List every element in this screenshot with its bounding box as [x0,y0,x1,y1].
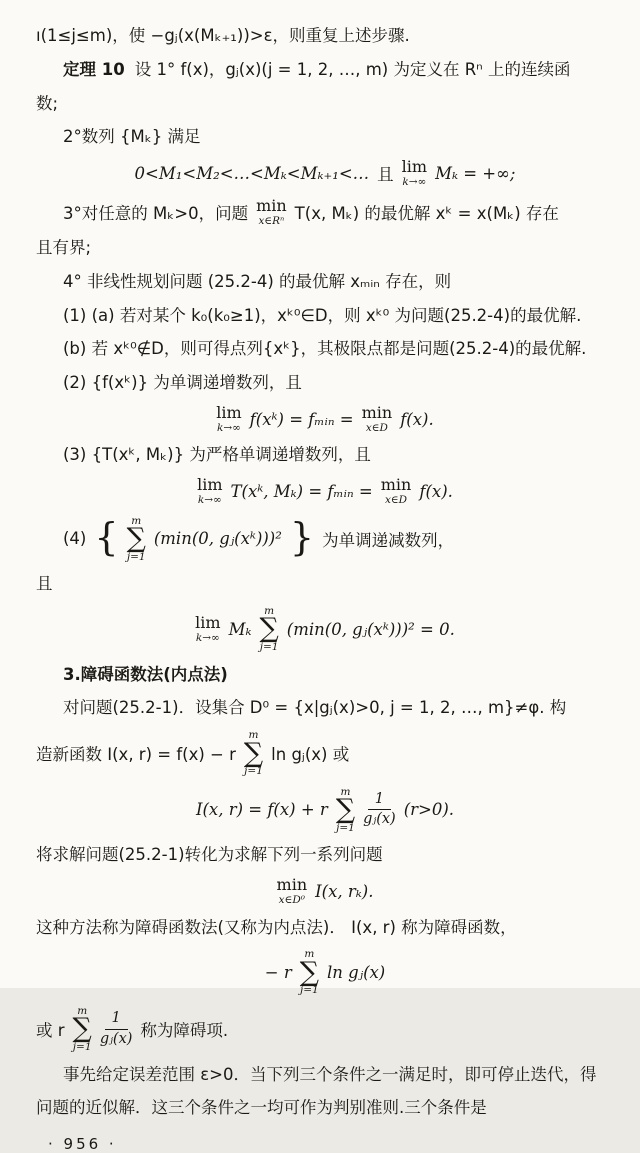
min-subscript: x∈Rⁿ [258,214,285,227]
min-barrier-objective: I(x, rₖ). [315,881,374,901]
lim-glyph: lim [195,612,221,632]
sum-upper-limit: m [340,785,351,798]
lim-subscript: k→∞ [216,421,241,434]
sigma-glyph: ∑ [335,794,356,826]
formula-min-barrier [36,877,614,906]
item-2-line: (2) {f(xᵏ)} 为单调递增数列，且 [63,373,302,392]
barrier-term-post: 称为障碍项. [140,1021,229,1041]
sigma-glyph: ∑ [72,1013,92,1045]
reciprocal-fraction [363,791,396,829]
min-operator [256,195,287,227]
item-1a-line: (1) (a) 若对某个 k₀(k₀≥1)，xᵏ⁰∈D，则 xᵏ⁰ 为问题(25.2-4)的最优解. [63,305,582,325]
conjunction-text: 且 [377,165,394,185]
lim-subscript: k→∞ [195,631,220,644]
lim-operator [216,402,242,434]
summation-operator [73,1006,92,1053]
condition-4-line: 4° 非线性规划问题 (25.2-4) 的最优解 xₘᵢₙ 存在，则 [63,271,452,291]
min-glyph: min [256,195,287,215]
summation-operator [300,949,319,996]
bounded-line: 且有界; [36,238,92,257]
formula-lim-penalty [36,606,614,653]
page-number: · 956 · [48,1135,117,1153]
formula-lim-T [36,477,614,506]
criteria-line: 问题的近似解．这三个条件之一均可作为判别准则.三个条件是 [36,1098,487,1118]
section-3-heading: 3.障碍函数法(内点法) [63,664,228,684]
theorem-heading-line [36,58,614,83]
sum-upper-limit: m [304,948,315,961]
condition-3-pre: 3°对任意的 Mₖ>0，问题 [63,203,249,223]
reciprocal-fraction [100,1010,133,1048]
lim-T-equality: T(xᵏ, Mₖ) = fₘᵢₙ = [230,481,373,501]
theorem-body-text: 设 1° f(x)，gⱼ(x)(j = 1, 2, …, m) 为定义在 Rⁿ 上的连续函 [134,59,571,79]
sum-lower-limit: j=1 [72,1041,92,1054]
left-brace-glyph: { [94,514,119,559]
min-subscript: x∈D⁰ [278,894,305,907]
right-brace-glyph: } [289,514,315,559]
min-glyph: min [361,402,393,422]
sum-lower-limit: j=1 [336,821,355,834]
condition-2-line: 2°数列 {Mₖ} 满足 [63,127,201,147]
lim-operator [402,159,427,188]
lim-f-equality: f(xᵏ) = fₘᵢₙ = [249,409,354,429]
barrier-def-post: ln gⱼ(x) 或 [271,745,350,765]
sigma-glyph: ∑ [126,523,146,554]
theorem-label: 定理 10 [63,59,125,79]
lim-glyph: lim [197,475,223,494]
log-term-coefficient: − r [264,963,292,983]
min-operator [361,402,393,434]
lim-operator [197,477,222,506]
fraction-denominator: gⱼ(x) [363,811,396,828]
barrier-log-def-line [36,730,614,777]
item-3-line: (3) {T(xᵏ, Mₖ)} 为严格单调递增数列，且 [63,445,371,465]
sum-lower-limit: j=1 [126,550,146,563]
condition-3-post: T(x, Mₖ) 的最优解 xᵏ = x(Mₖ) 存在 [294,203,559,223]
lim-glyph: lim [216,402,242,422]
item-4-number: (4) [63,529,87,549]
sum-lower-limit: j=1 [244,765,263,778]
condition-3-line [36,195,614,227]
and-line: 且 [36,574,53,594]
M-sequence-inequality: 0<M₁<M₂<…<Mₖ<Mₖ₊₁<… [134,163,370,183]
sum-lower-limit: j=1 [259,641,279,654]
formula-M-sequence [36,159,614,188]
method-name-line: 这种方法称为障碍函数法(又称为内点法)． I(x, r) 称为障碍函数， [36,917,517,937]
sum-lower-limit: j=1 [299,984,319,997]
summation-operator [244,730,263,777]
formula-barrier-reciprocal [36,787,614,834]
min-glyph: min [380,475,412,494]
summation-operator [259,606,278,653]
sum-upper-limit: m [131,514,142,527]
barrier-reciprocal-pre: I(x, r) = f(x) + r [195,800,328,820]
fraction-numerator: 1 [105,1010,128,1029]
continuation-line: ı(1≤j≤m)，使 −gⱼ(x(Mₖ₊₁))>ε，则重复上述步骤. [36,26,410,45]
penalty-summand: (min(0, gⱼ(xᵏ)))² = 0. [286,619,455,639]
lim-T-result: f(x). [419,481,453,501]
sum-upper-limit: m [264,604,275,617]
lim-f-result: f(x). [400,409,434,429]
theorem-continuation: 数; [36,93,59,113]
lim-subscript: k→∞ [402,176,427,188]
item-1b-line: (b) 若 xᵏ⁰∉D，则可得点列{xᵏ}，其极限点都是问题(25.2-4)的最优解. [63,339,587,359]
formula-log-barrier-term [36,949,614,996]
M-limit-result: Mₖ = +∞; [435,163,516,183]
min-glyph: min [276,875,308,895]
lim-operator [195,612,221,644]
barrier-term-name-line [36,1006,614,1053]
barrier-term-pre: 或 r [36,1021,65,1041]
sigma-glyph: ∑ [243,737,264,769]
fraction-numerator: 1 [368,791,391,810]
interior-set-line: 对问题(25.2-1)．设集合 D⁰ = {x|gⱼ(x)>0, j = 1, 2, …, m}≠φ. 构 [63,698,567,718]
penalty-coefficient: Mₖ [228,619,252,639]
min-subscript: x∈D [384,494,408,506]
min-operator [381,477,412,506]
sum-upper-limit: m [248,729,259,742]
min-operator [277,877,308,906]
summation-operator [336,787,355,834]
sigma-glyph: ∑ [259,613,279,645]
lim-subscript: k→∞ [197,494,222,506]
sigma-glyph: ∑ [299,956,319,988]
error-tolerance-line: 事先给定误差范围 ε>0．当下列三个条件之一满足时，即可停止迭代，得 [63,1064,597,1084]
item-4-tail: 为单调递减数列， [322,530,455,550]
fraction-denominator: gⱼ(x) [99,1030,133,1047]
barrier-def-pre: 造新函数 I(x, r) = f(x) − r [36,745,236,765]
formula-lim-f [36,402,614,434]
item-4-summand: (min(0, gⱼ(xᵏ)))² [153,529,282,549]
log-term-body: ln gⱼ(x) [327,963,386,983]
summation-operator [127,516,146,563]
series-transform-line: 将求解问题(25.2-1)转化为求解下列一系列问题 [36,845,383,865]
min-subscript: x∈D [365,421,388,434]
item-4-line [36,516,614,563]
sum-upper-limit: m [77,1004,88,1017]
barrier-reciprocal-condition: (r>0). [403,800,455,820]
lim-glyph: lim [401,157,428,176]
